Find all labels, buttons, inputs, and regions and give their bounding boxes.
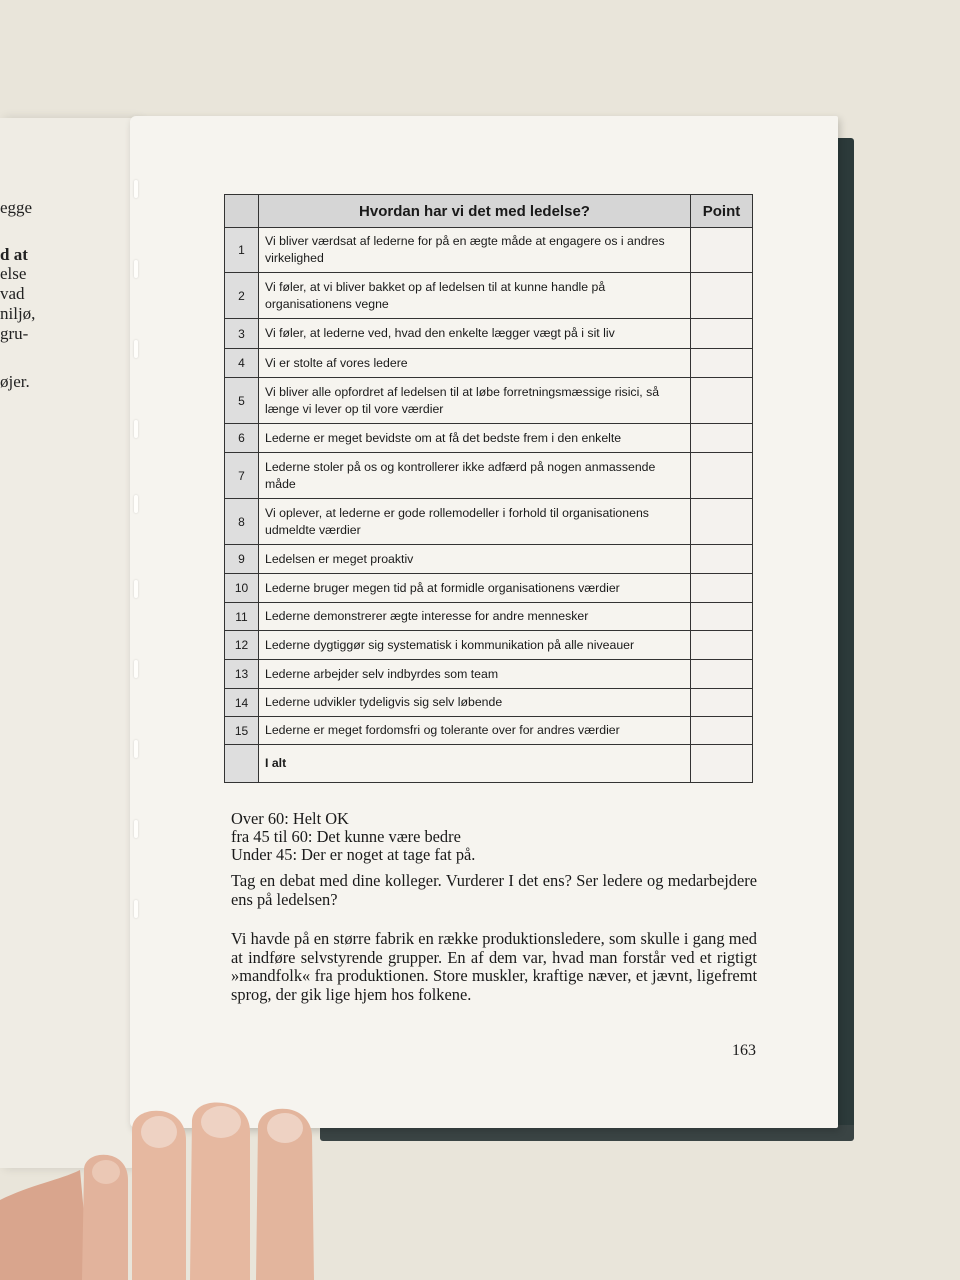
binding-stitch	[134, 495, 138, 513]
binding-stitch	[134, 580, 138, 598]
total-points-cell	[691, 745, 753, 783]
row-statement: Lederne bruger megen tid på at formidle organisationens værdier	[259, 574, 691, 603]
points-cell	[691, 545, 753, 574]
row-number: 15	[225, 717, 259, 745]
table-row	[225, 574, 753, 603]
binding-stitch	[134, 340, 138, 358]
left-page-text-3: else	[0, 264, 27, 283]
left-page-text-6: gru-	[0, 324, 29, 343]
table-row	[225, 319, 753, 349]
table-total-row	[225, 745, 753, 783]
total-label: I alt	[259, 745, 691, 783]
score-legend	[231, 810, 761, 864]
binding-stitch	[134, 820, 138, 838]
row-number: 1	[225, 228, 259, 273]
points-cell	[691, 631, 753, 660]
row-number: 12	[225, 631, 259, 660]
table-row	[225, 717, 753, 745]
points-cell	[691, 499, 753, 545]
row-number: 9	[225, 545, 259, 574]
points-cell	[691, 603, 753, 631]
row-statement: Lederne stoler på os og kontrollerer ikke adfærd på nogen anmassende måde	[259, 453, 691, 499]
table-row	[225, 424, 753, 453]
points-cell	[691, 660, 753, 689]
row-statement: Vi føler, at lederne ved, hvad den enkelte lægger vægt på i sit liv	[259, 319, 691, 349]
row-number: 4	[225, 349, 259, 378]
left-page-text-7: øjer.	[0, 372, 30, 391]
header-number-cell	[225, 195, 259, 228]
row-statement: Ledelsen er meget proaktiv	[259, 545, 691, 574]
row-number: 3	[225, 319, 259, 349]
row-statement: Vi bliver værdsat af lederne for på en ægte måde at engagere os i andres virkelighed	[259, 228, 691, 273]
table-row	[225, 378, 753, 424]
table-row	[225, 228, 753, 273]
binding-stitch	[134, 900, 138, 918]
row-statement: Lederne demonstrerer ægte interesse for andre mennesker	[259, 603, 691, 631]
table-row	[225, 545, 753, 574]
row-statement: Lederne arbejder selv indbyrdes som team	[259, 660, 691, 689]
total-number-cell	[225, 745, 259, 783]
table-row	[225, 603, 753, 631]
points-cell	[691, 689, 753, 717]
points-cell	[691, 574, 753, 603]
table-row	[225, 660, 753, 689]
table-row	[225, 689, 753, 717]
table-row	[225, 349, 753, 378]
binding-stitch	[134, 420, 138, 438]
row-statement: Vi oplever, at lederne er gode rollemodeller i forhold til organisationens udmeldte værdier	[259, 499, 691, 545]
score-line: fra 45 til 60: Det kunne være bedre	[231, 827, 461, 846]
left-page-text-1: egge	[0, 198, 33, 217]
row-statement: Vi bliver alle opfordret af ledelsen til at løbe forretningsmæssige risici, så længe vi lever op til vore værdier	[259, 378, 691, 424]
body-paragraph: Vi havde på en større fabrik en række produktionsledere, som skulle i gang med at indføre selvstyrende grupper. En af dem var, hvad man forstår ved et rigtigt »mandfolk« fra produktionen. Store muskler, kraftige næver, et jævnt, ligefremt sprog, der gik lige hjem hos folkene.	[231, 929, 757, 1004]
binding-stitch	[134, 260, 138, 278]
row-number: 14	[225, 689, 259, 717]
row-number: 6	[225, 424, 259, 453]
row-statement: Vi er stolte af vores ledere	[259, 349, 691, 378]
row-statement: Lederne dygtiggør sig systematisk i kommunikation på alle niveauer	[259, 631, 691, 660]
body-paragraph: Tag en debat med dine kolleger. Vurderer I det ens? Ser ledere og medarbejdere ens på ledelsen?	[231, 871, 757, 909]
points-cell	[691, 717, 753, 745]
points-cell	[691, 228, 753, 273]
points-cell	[691, 424, 753, 453]
points-cell	[691, 378, 753, 424]
row-number: 11	[225, 603, 259, 631]
row-number: 10	[225, 574, 259, 603]
table-header-row	[225, 195, 753, 228]
row-number: 7	[225, 453, 259, 499]
row-statement: Lederne udvikler tydeligvis sig selv løbende	[259, 689, 691, 717]
points-cell	[691, 453, 753, 499]
table-title: Hvordan har vi det med ledelse?	[259, 195, 691, 228]
left-page	[0, 118, 140, 1168]
hand-image	[0, 1100, 340, 1280]
table-row	[225, 499, 753, 545]
row-number: 13	[225, 660, 259, 689]
points-header: Point	[691, 195, 753, 228]
binding-stitch	[134, 180, 138, 198]
score-line: Under 45: Der er noget at tage fat på.	[231, 845, 476, 864]
points-cell	[691, 349, 753, 378]
score-line: Over 60: Helt OK	[231, 809, 349, 828]
row-statement: Vi føler, at vi bliver bakket op af ledelsen til at kunne handle på organisationens vegne	[259, 273, 691, 319]
row-number: 2	[225, 273, 259, 319]
table-row	[225, 631, 753, 660]
left-page-text-4: vad	[0, 284, 25, 303]
table-row	[225, 453, 753, 499]
row-number: 5	[225, 378, 259, 424]
page-number: 163	[732, 1042, 756, 1059]
table-row	[225, 273, 753, 319]
binding-stitch	[134, 660, 138, 678]
points-cell	[691, 319, 753, 349]
points-cell	[691, 273, 753, 319]
leadership-survey-table	[224, 194, 753, 783]
binding-stitch	[134, 740, 138, 758]
row-number: 8	[225, 499, 259, 545]
left-page-text-2: d at	[0, 245, 28, 264]
row-statement: Lederne er meget bevidste om at få det bedste frem i den enkelte	[259, 424, 691, 453]
row-statement: Lederne er meget fordomsfri og tolerante over for andres værdier	[259, 717, 691, 745]
left-page-text-5: niljø,	[0, 304, 36, 323]
